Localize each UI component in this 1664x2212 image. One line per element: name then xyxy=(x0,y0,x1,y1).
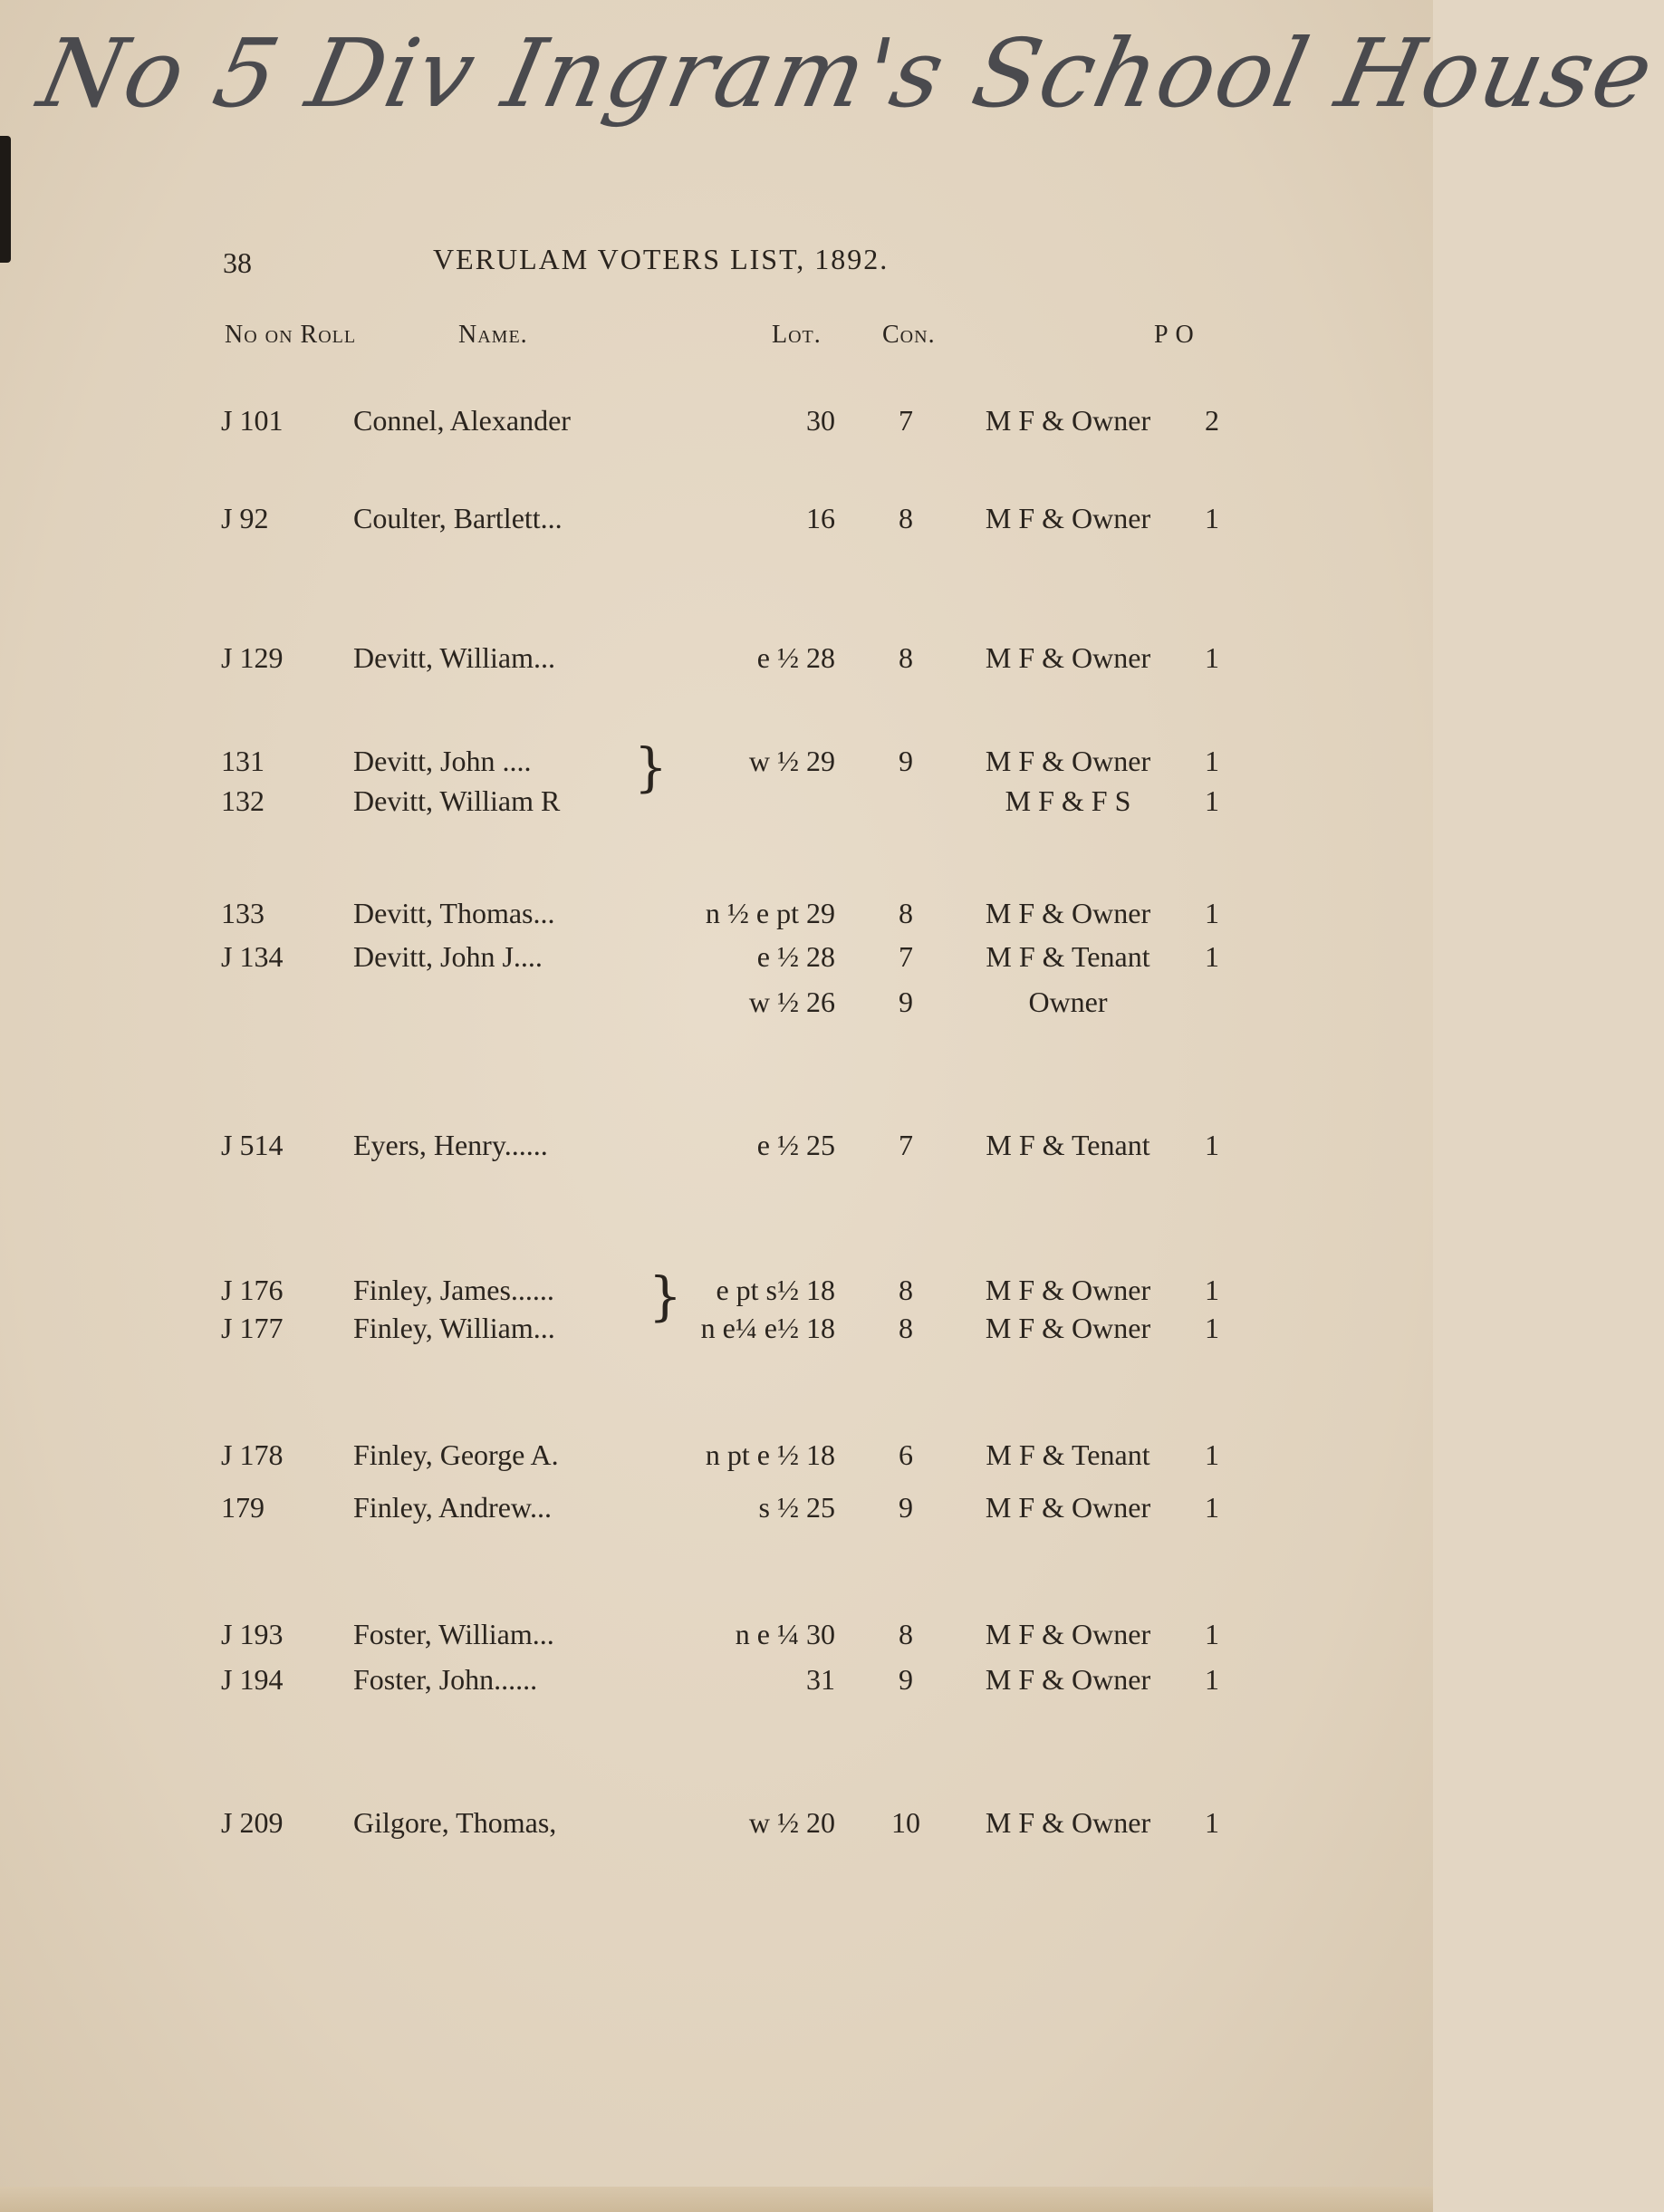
concession: 9 xyxy=(899,986,913,1018)
status: M F & Owner xyxy=(985,502,1151,534)
table-row xyxy=(0,784,1433,821)
concession: 8 xyxy=(899,897,913,929)
lot: w ½ 26 xyxy=(748,986,835,1018)
po-number: 1 xyxy=(1205,745,1219,777)
lot: e pt s½ 18 xyxy=(716,1274,835,1306)
table-row xyxy=(0,1663,1433,1699)
lot: 31 xyxy=(806,1663,835,1696)
roll-number: J 129 xyxy=(221,641,284,674)
page-number: 38 xyxy=(223,246,252,279)
status: M F & Owner xyxy=(985,1274,1151,1306)
table-row xyxy=(0,1312,1433,1348)
roll-number: J 178 xyxy=(221,1438,284,1471)
lot: 16 xyxy=(806,502,835,534)
status: M F & Tenant xyxy=(986,1438,1150,1471)
table-row xyxy=(0,404,1433,440)
handwritten-heading: No 5 Div Ingram's School House xyxy=(30,18,1664,129)
po-number: 1 xyxy=(1205,1663,1219,1696)
concession: 7 xyxy=(899,1129,913,1161)
roll-number: J 101 xyxy=(221,404,284,437)
status: M F & Owner xyxy=(985,1491,1151,1524)
table-row xyxy=(0,940,1433,976)
page-title: VERULAM VOTERS LIST, 1892. xyxy=(433,243,890,275)
status: M F & Owner xyxy=(985,1618,1151,1650)
table-row xyxy=(0,1491,1433,1527)
voter-name: Devitt, Thomas... xyxy=(353,897,555,929)
column-header-roll: No on Roll xyxy=(225,321,357,349)
po-number: 1 xyxy=(1205,1438,1219,1471)
po-number: 1 xyxy=(1205,1312,1219,1344)
lot: e ½ 28 xyxy=(756,641,835,674)
concession: 8 xyxy=(899,502,913,534)
voter-name: Finley, Andrew... xyxy=(353,1491,552,1524)
po-number: 1 xyxy=(1205,641,1219,674)
status: M F & F S xyxy=(1005,784,1131,817)
voter-name: Coulter, Bartlett... xyxy=(353,502,563,534)
lot: e ½ 25 xyxy=(756,1129,835,1161)
roll-number: 132 xyxy=(221,784,265,817)
concession: 8 xyxy=(899,1312,913,1344)
status: M F & Owner xyxy=(985,1312,1151,1344)
voter-name: Devitt, John .... xyxy=(353,745,532,777)
concession: 10 xyxy=(891,1806,920,1839)
status: Owner xyxy=(1028,986,1108,1018)
po-number: 1 xyxy=(1205,784,1219,817)
lot: n e ¼ 30 xyxy=(735,1618,835,1650)
concession: 7 xyxy=(899,404,913,437)
status: M F & Owner xyxy=(985,641,1151,674)
lot: w ½ 20 xyxy=(748,1806,835,1839)
po-number: 1 xyxy=(1205,1806,1219,1839)
concession: 9 xyxy=(899,745,913,777)
concession: 8 xyxy=(899,641,913,674)
table-row xyxy=(0,1618,1433,1654)
roll-number: J 177 xyxy=(221,1312,284,1344)
voter-name: Foster, William... xyxy=(353,1618,554,1650)
po-number: 1 xyxy=(1205,940,1219,973)
voter-name: Eyers, Henry...... xyxy=(353,1129,548,1161)
lot: s ½ 25 xyxy=(758,1491,835,1524)
table-row xyxy=(0,986,1433,1022)
concession: 8 xyxy=(899,1618,913,1650)
status: M F & Owner xyxy=(985,897,1151,929)
roll-number: J 193 xyxy=(221,1618,284,1650)
concession: 6 xyxy=(899,1438,913,1471)
status: M F & Tenant xyxy=(986,1129,1150,1161)
status: M F & Owner xyxy=(985,1806,1151,1839)
lot: w ½ 29 xyxy=(748,745,835,777)
roll-number: 133 xyxy=(221,897,265,929)
column-header-po: P O xyxy=(1154,321,1195,349)
voter-name: Connel, Alexander xyxy=(353,404,571,437)
voter-name: Finley, James...... xyxy=(353,1274,554,1306)
roll-number: 131 xyxy=(221,745,265,777)
column-header-lot: Lot. xyxy=(772,321,822,349)
concession: 9 xyxy=(899,1663,913,1696)
lot: e ½ 28 xyxy=(756,940,835,973)
status: M F & Owner xyxy=(985,745,1151,777)
lot: n e¼ e½ 18 xyxy=(700,1312,835,1344)
table-row xyxy=(0,1438,1433,1475)
po-number: 1 xyxy=(1205,502,1219,534)
table-row xyxy=(0,1129,1433,1165)
po-number: 1 xyxy=(1205,1618,1219,1650)
voter-name: Devitt, John J.... xyxy=(353,940,543,973)
table-row xyxy=(0,1274,1433,1310)
roll-number: 179 xyxy=(221,1491,265,1524)
concession: 9 xyxy=(899,1491,913,1524)
roll-number: J 134 xyxy=(221,940,284,973)
voter-name: Gilgore, Thomas, xyxy=(353,1806,557,1839)
voter-name: Finley, William... xyxy=(353,1312,555,1344)
po-number: 1 xyxy=(1205,1129,1219,1161)
table-row xyxy=(0,641,1433,678)
page-bottom-edge xyxy=(0,2187,1433,2212)
brace-mark: } xyxy=(634,736,668,798)
table-row xyxy=(0,897,1433,933)
voter-name: Devitt, William... xyxy=(353,641,555,674)
status: M F & Owner xyxy=(985,1663,1151,1696)
roll-number: J 209 xyxy=(221,1806,284,1839)
po-number: 1 xyxy=(1205,1274,1219,1306)
voter-name: Foster, John...... xyxy=(353,1663,538,1696)
concession: 7 xyxy=(899,940,913,973)
table-row xyxy=(0,745,1433,781)
status: M F & Owner xyxy=(985,404,1151,437)
lot: n pt e ½ 18 xyxy=(705,1438,835,1471)
brace-mark: } xyxy=(649,1265,682,1327)
concession: 8 xyxy=(899,1274,913,1306)
po-number: 1 xyxy=(1205,1491,1219,1524)
voter-name: Devitt, William R xyxy=(353,784,561,817)
table-row xyxy=(0,1806,1433,1842)
voter-name: Finley, George A. xyxy=(353,1438,559,1471)
roll-number: J 514 xyxy=(221,1129,284,1161)
lot: 30 xyxy=(806,404,835,437)
po-number: 1 xyxy=(1205,897,1219,929)
roll-number: J 176 xyxy=(221,1274,284,1306)
table-row xyxy=(0,502,1433,538)
roll-number: J 194 xyxy=(221,1663,284,1696)
lot: n ½ e pt 29 xyxy=(705,897,835,929)
column-header-name: Name. xyxy=(458,321,528,349)
column-header-con: Con. xyxy=(882,321,936,349)
po-number: 2 xyxy=(1205,404,1219,437)
status: M F & Tenant xyxy=(986,940,1150,973)
roll-number: J 92 xyxy=(221,502,269,534)
